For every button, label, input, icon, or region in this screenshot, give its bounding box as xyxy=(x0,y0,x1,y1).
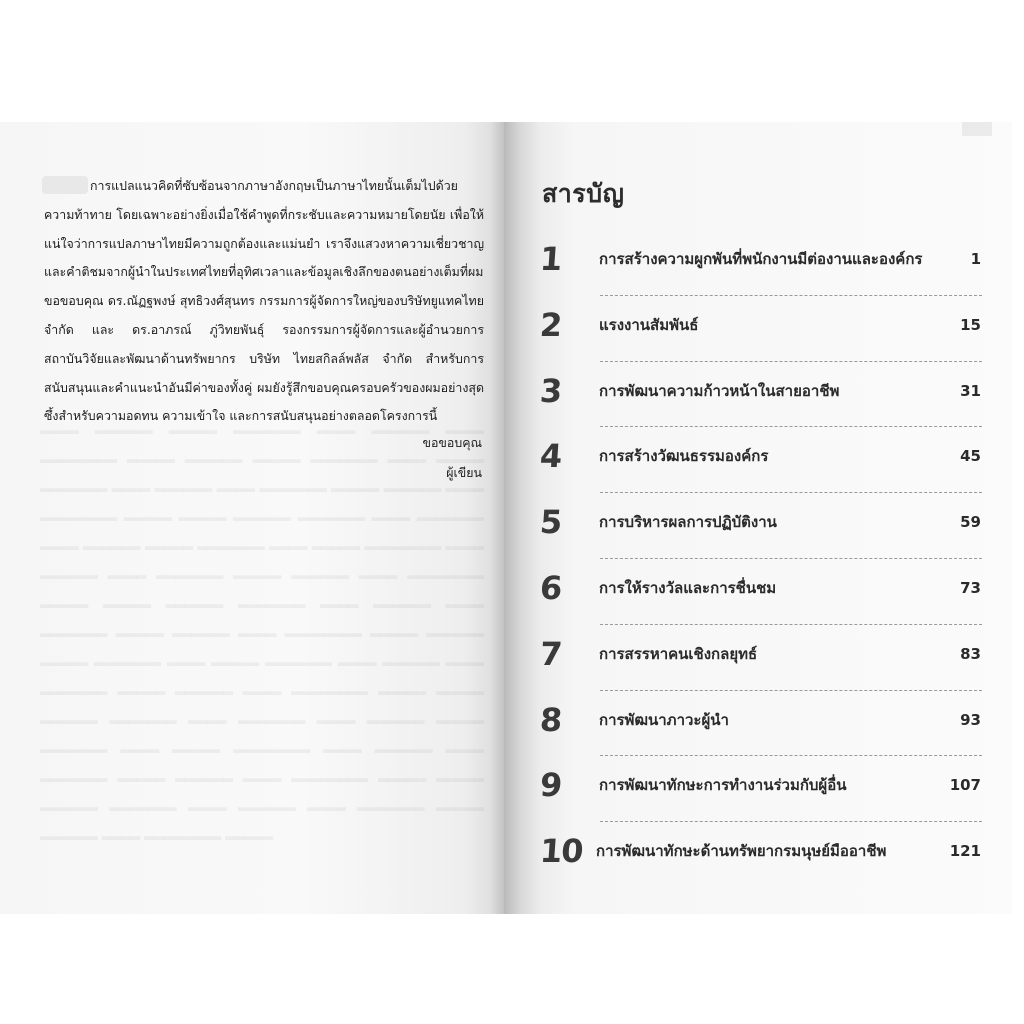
preface-line: แน่ใจว่าการแปลภาษาไทยมีความถูกต้องและแม่นยำ เราจึงแสวงหาความเชี่ยวชาญ xyxy=(44,235,484,251)
chapter-number: 6 xyxy=(538,568,563,607)
left-page xyxy=(0,122,504,914)
toc-entry[interactable] xyxy=(504,756,1012,822)
chapter-page: 59 xyxy=(960,513,981,532)
chapter-page: 1 xyxy=(970,250,981,268)
chapter-page: 107 xyxy=(949,776,981,795)
page-corner-mark xyxy=(962,122,992,136)
chapter-number: 10 xyxy=(538,832,584,871)
chapter-number: 3 xyxy=(538,371,563,410)
chapter-title: การบริหารผลการปฏิบัติงาน xyxy=(599,513,777,532)
show-through-text: ▂▂▂▂ ▂▂▂▂▂▂ ▂▂▂▂▂ ▂▂▂▂▂▂▂ ▂▂▂▂ ▂▂▂▂▂▂ ▂▂▂▂ ▂▂▂▂▂▂▂▂ ▂▂▂▂▂ ▂▂▂▂▂▂ ▂▂▂▂▂ ▂▂▂▂▂▂▂ ▂▂▂▂ ▂▂▂▂▂ ▂▂▂▂▂▂▂ ▂▂▂▂ ▂▂▂▂▂▂ ▂▂▂▂ ▂▂▂▂▂▂▂ ▂▂▂▂▂ ▂▂▂▂▂▂ ▂▂▂▂ ▂▂▂▂▂▂▂▂ ▂▂▂▂▂ ▂▂▂▂▂ ▂▂▂▂▂▂ ▂▂▂▂▂▂▂ ▂▂▂▂ ▂▂▂▂▂▂▂ ▂▂▂▂ ▂▂▂▂▂▂ ▂▂▂▂▂ ▂▂▂▂▂▂▂ ▂▂▂▂ ▂▂▂▂▂ ▂▂▂▂▂▂▂▂ ▂▂▂▂ ▂▂▂▂▂▂ ▂▂▂▂ ▂▂▂▂▂▂▂ ▂▂▂▂▂ ▂▂▂▂▂▂ ▂▂▂▂ ▂▂▂▂▂▂▂▂ ▂▂▂▂▂ ▂▂▂▂▂ ▂▂▂▂▂▂ ▂▂▂▂▂▂▂ ▂▂▂▂ ▂▂▂▂▂▂ ▂▂▂▂ ▂▂▂▂▂▂▂ ▂▂▂▂▂ ▂▂▂▂▂▂ ▂▂▂▂ ▂▂▂▂▂▂▂▂ ▂▂▂▂▂ ▂▂▂▂▂▂ ▂▂▂▂▂ ▂▂▂▂▂▂▂ ▂▂▂▂ ▂▂▂▂▂ ▂▂▂▂▂▂▂ ▂▂▂▂ ▂▂▂▂▂▂ ▂▂▂▂ ▂▂▂▂▂▂▂ ▂▂▂▂▂ ▂▂▂▂▂▂ ▂▂▂▂ ▂▂▂▂▂▂▂▂ ▂▂▂▂▂ ▂▂▂▂▂ ▂▂▂▂▂▂ ▂▂▂▂▂▂▂ ▂▂▂▂ ▂▂▂▂▂▂▂ ▂▂▂▂ ▂▂▂▂▂▂ ▂▂▂▂▂ ▂▂▂▂▂▂▂ ▂▂▂▂ ▂▂▂▂▂ ▂▂▂▂▂▂▂▂ ▂▂▂▂ ▂▂▂▂▂▂ ▂▂▂▂ ▂▂▂▂▂▂▂ ▂▂▂▂▂ ▂▂▂▂▂▂ ▂▂▂▂ ▂▂▂▂▂▂▂▂ ▂▂▂▂▂ ▂▂▂▂▂ ▂▂▂▂▂▂ ▂▂▂▂▂▂▂ ▂▂▂▂ ▂▂▂▂▂▂ ▂▂▂▂ ▂▂▂▂▂▂▂ ▂▂▂▂▂ ▂▂▂▂▂▂ ▂▂▂▂ ▂▂▂▂▂▂▂▂ ▂▂▂▂▂ xyxy=(40,419,484,840)
toc-entry[interactable] xyxy=(504,625,1012,691)
chapter-page: 73 xyxy=(960,578,981,597)
chapter-page: 15 xyxy=(960,315,981,334)
preface-line: และคำติชมจากผู้นำในประเทศไทยที่อุทิศเวลาและข้อมูลเชิงลึกของตนอย่างเต็มที่ xyxy=(44,264,469,280)
chapter-number: 5 xyxy=(538,503,563,542)
preface-line: ยูแทคไทย จำกัด และ ดร.อาภรณ์ ภู่วิทยพันธุ์ รองกรรมการผู้จัดการและผู้อำนวยการ xyxy=(44,293,484,337)
chapter-number: 8 xyxy=(538,700,563,739)
preface-line: อย่างสุดซึ้งสำหรับความอดทน ความเข้าใจ และการสนับสนุนอย่างตลอดโครงการนี้ xyxy=(44,379,484,424)
chapter-page: 121 xyxy=(949,842,981,861)
chapter-page: 93 xyxy=(960,710,981,729)
preface-line: สถาบันวิจัยและพัฒนาด้านทรัพยากร บริษัท ไทยสกิลล์พลัส จำกัด สำหรับ xyxy=(44,350,463,366)
toc-list xyxy=(504,230,1012,888)
toc-entry[interactable] xyxy=(504,822,1012,888)
chapter-title: การพัฒนาภาวะผู้นำ xyxy=(599,710,729,729)
signoff-thanks: ขอขอบคุณ xyxy=(422,435,482,450)
chapter-number: 4 xyxy=(538,437,563,476)
toc-entry[interactable] xyxy=(504,427,1012,493)
preface-line: การแปลแนวคิดที่ซับซ้อนจากภาษาอังกฤษเป็นภาษาไทยนั้นเต็มไปด้วย xyxy=(90,178,458,193)
preface-line: ผมขอขอบคุณ ดร.ณัฏฐพงษ์ สุทธิวงศ์สุนทร กรรมการผู้จัดการใหญ่ของบริษัท xyxy=(44,264,484,309)
chapter-title: การสร้างวัฒนธรรมองค์กร xyxy=(599,447,769,466)
chapter-title: แรงงานสัมพันธ์ xyxy=(599,315,699,334)
chapter-page: 45 xyxy=(960,447,981,466)
toc-entry[interactable] xyxy=(504,493,1012,559)
chapter-number: 1 xyxy=(538,240,563,278)
preface-paragraph xyxy=(44,172,484,431)
toc-entry[interactable] xyxy=(504,230,1012,296)
preface-line: ความท้าทาย โดยเฉพาะอย่างยิ่งเมื่อใช้คำพูดที่กระชับและความหมายโดยนัย เพื่อให้ xyxy=(44,206,484,222)
toc-entry[interactable] xyxy=(504,296,1012,362)
toc-title: สารบัญ xyxy=(542,179,625,208)
chapter-page: 83 xyxy=(960,644,981,663)
chapter-page: 31 xyxy=(960,381,981,400)
chapter-title: การพัฒนาทักษะด้านทรัพยากรมนุษย์มืออาชีพ xyxy=(596,842,887,861)
chapter-number: 7 xyxy=(538,634,563,673)
toc-entry[interactable] xyxy=(504,691,1012,757)
right-page xyxy=(504,122,1012,914)
preface-line: การสนับสนุนและคำแนะนำอันมีค่าของทั้งคู่ ผมยังรู้สึกขอบคุณครอบครัวของผม xyxy=(44,350,484,395)
chapter-title: การสร้างความผูกพันที่พนักงานมีต่องานและองค์กร xyxy=(599,250,923,268)
toc-entry[interactable] xyxy=(504,559,1012,625)
chapter-title: การพัฒนาความก้าวหน้าในสายอาชีพ xyxy=(599,381,840,400)
chapter-title: การพัฒนาทักษะการทำงานร่วมกับผู้อื่น xyxy=(599,776,847,795)
chapter-title: การสรรหาคนเชิงกลยุทธ์ xyxy=(599,644,758,663)
chapter-number: 2 xyxy=(538,305,563,344)
chapter-title: การให้รางวัลและการชื่นชม xyxy=(599,578,777,597)
toc-entry[interactable] xyxy=(504,362,1012,428)
chapter-number: 9 xyxy=(538,766,563,805)
signoff-author: ผู้เขียน xyxy=(446,465,482,480)
